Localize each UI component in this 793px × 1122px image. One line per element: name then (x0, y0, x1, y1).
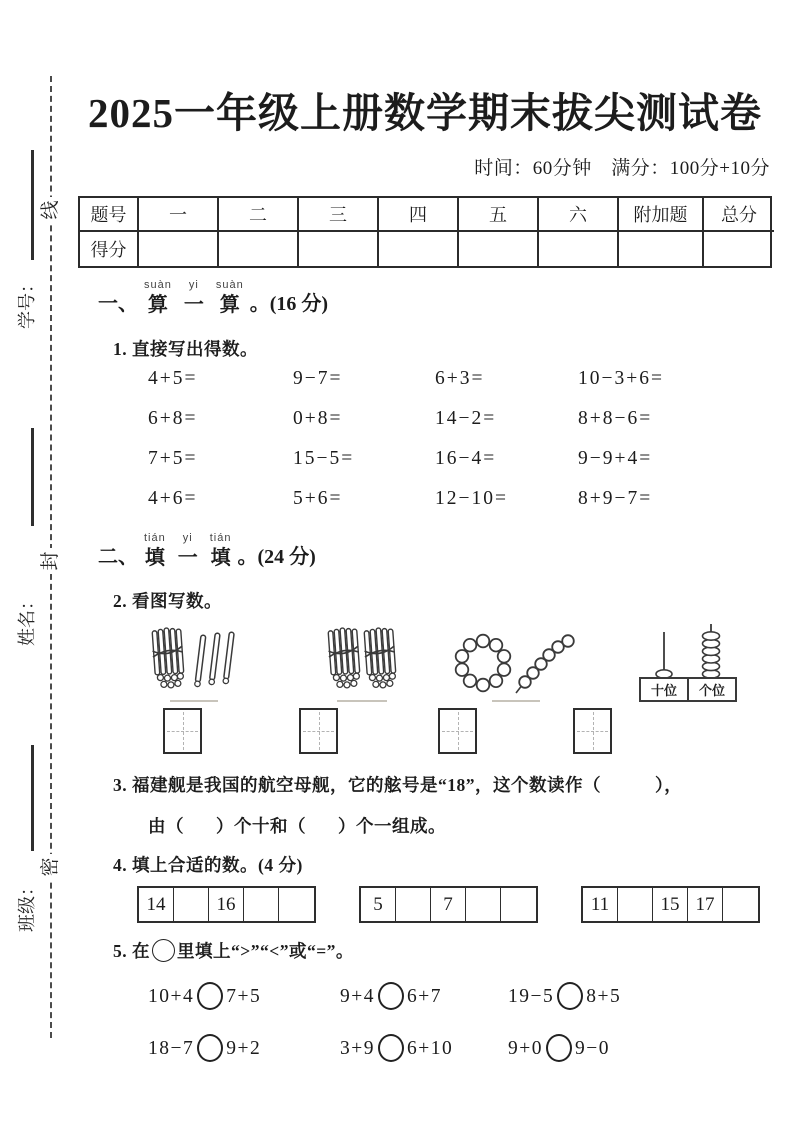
hanzi: 填 (144, 547, 165, 569)
q2-label: 2. 看图写数。 (113, 591, 222, 611)
number-sequence-3 (581, 886, 760, 923)
answer-box-1[interactable] (163, 708, 202, 754)
student-id-label: 学号： (17, 275, 37, 329)
ruby-char-2 (210, 533, 232, 569)
sequence-cell: 17 (688, 888, 723, 921)
q1-label: 1. 直接写出得数。 (113, 339, 258, 359)
section-2-prefix: 二、 (98, 546, 138, 568)
sticks-twenty-illustration (326, 625, 398, 695)
arithmetic-problem-16: 8+9−7= (578, 488, 653, 509)
score-input-cell-1[interactable] (219, 232, 299, 266)
beads-sixteen-illustration (453, 625, 578, 695)
class-label: 班级： (17, 878, 37, 932)
sequence-cell[interactable] (618, 888, 653, 921)
score-input-cell-7[interactable] (704, 232, 774, 266)
picture-sticks-twenty (326, 625, 398, 702)
sequence-cell: 5 (361, 888, 396, 921)
sequence-cell[interactable] (174, 888, 209, 921)
hanzi: 算 (219, 294, 240, 316)
score-table-header-0: 题号 (80, 198, 139, 232)
comparison-problem-1 (148, 982, 340, 1034)
comparison-problem-6 (508, 1034, 772, 1086)
picture-beads-sixteen (453, 625, 578, 702)
score-table (78, 196, 772, 268)
ruby-char-1 (178, 533, 198, 569)
comparison-problem-5 (340, 1034, 508, 1086)
sequence-cell: 7 (431, 888, 466, 921)
comparison-answer-circle[interactable] (197, 1034, 223, 1062)
hanzi: 一 (183, 294, 204, 316)
abacus-ones-label: 个位 (698, 683, 726, 698)
score-input-cell-4[interactable] (459, 232, 539, 266)
score-table-header-5: 五 (459, 198, 539, 232)
comparison-answer-circle[interactable] (197, 982, 223, 1010)
sequence-cell[interactable] (723, 888, 758, 921)
seal-char-feng: 封 (38, 548, 64, 574)
picture-underline (492, 700, 540, 702)
arithmetic-problem-6: 0+8= (293, 408, 343, 429)
comparison-problem-2 (340, 982, 508, 1034)
q3-line1-end: ）， (655, 775, 683, 795)
sequence-cell[interactable] (501, 888, 536, 921)
number-sequence-2 (359, 886, 538, 923)
q5-label-pre: 5. 在 (113, 941, 150, 961)
sequence-cell: 16 (209, 888, 244, 921)
class-write-line[interactable] (31, 745, 34, 851)
arithmetic-problem-1: 4+5= (148, 368, 198, 389)
page-title: 2025一年级上册数学期末拔尖测试卷 (88, 90, 762, 136)
picture-underline (337, 700, 387, 702)
comparison-right: 6+7 (407, 986, 442, 1007)
comparison-left: 10+4 (148, 986, 195, 1007)
comparison-left: 9+0 (508, 1038, 543, 1059)
answer-box-2[interactable] (299, 708, 338, 754)
comparison-left: 9+4 (340, 986, 375, 1007)
comparison-right: 9+2 (226, 1038, 262, 1059)
comparison-problem-3 (508, 982, 772, 1034)
score-table-header-7: 附加题 (619, 198, 704, 232)
sequence-cell[interactable] (279, 888, 314, 921)
score-input-cell-3[interactable] (379, 232, 459, 266)
sticks-thirteen-illustration (150, 625, 238, 695)
arithmetic-problem-7: 14−2= (435, 408, 497, 429)
score-input-cell-0[interactable] (139, 232, 219, 266)
arithmetic-problem-15: 12−10= (435, 488, 508, 509)
q1-problems-grid (78, 368, 772, 528)
hanzi: 一 (177, 547, 198, 569)
section-2-heading (98, 524, 316, 569)
picture-abacus-sixteen (638, 620, 738, 702)
abacus-tens-label: 十位 (650, 683, 678, 698)
score-table-header-3: 三 (299, 198, 379, 232)
arithmetic-problem-8: 8+8−6= (578, 408, 653, 429)
score-table-header-4: 四 (379, 198, 459, 232)
arithmetic-problem-14: 5+6= (293, 488, 343, 509)
name-label: 姓名： (17, 592, 37, 646)
abacus-sixteen-illustration (638, 620, 738, 702)
section-1-suffix: 。(16 分) (249, 293, 329, 315)
seal-char-xian: 线 (38, 197, 64, 223)
comparison-left: 3+9 (340, 1038, 375, 1059)
q5-comparisons-grid (78, 982, 772, 1086)
sequence-cell[interactable] (466, 888, 501, 921)
score-input-cell-2[interactable] (299, 232, 379, 266)
arithmetic-problem-13: 4+6= (148, 488, 198, 509)
seal-char-mi: 密 (38, 854, 64, 880)
pinyin: yi (182, 532, 193, 544)
q5-label (113, 938, 354, 963)
sequence-cell[interactable] (396, 888, 431, 921)
comparison-right: 8+5 (586, 986, 622, 1007)
comparison-answer-circle[interactable] (557, 982, 583, 1010)
ruby-char-0 (144, 533, 166, 569)
comparison-right: 9−0 (575, 1038, 610, 1059)
arithmetic-problem-5: 6+8= (148, 408, 198, 429)
q3-line2-text3: ）个一组成。 (338, 816, 446, 836)
hanzi: 算 (147, 294, 168, 316)
pinyin: suàn (144, 279, 172, 291)
q4-sequences-row (78, 886, 793, 923)
picture-underline (170, 700, 218, 702)
q4-label: 4. 填上合适的数。(4 分) (113, 855, 303, 875)
sequence-cell: 14 (139, 888, 174, 921)
picture-sticks-thirteen (150, 625, 238, 702)
number-sequence-1 (137, 886, 316, 923)
score-input-cell-5[interactable] (539, 232, 619, 266)
sequence-cell: 11 (583, 888, 618, 921)
arithmetic-problem-12: 9−9+4= (578, 448, 653, 469)
pinyin: yi (188, 279, 199, 291)
pinyin: suàn (215, 279, 244, 291)
q3-line2-text2: ）个十和（ (216, 816, 306, 836)
arithmetic-problem-4: 10−3+6= (578, 368, 664, 389)
ruby-char-1 (184, 280, 204, 316)
comparison-right: 7+5 (226, 986, 262, 1007)
comparison-left: 18−7 (148, 1038, 195, 1059)
pinyin: tián (144, 532, 166, 544)
section-1-ruby-chars (138, 271, 250, 316)
section-1-heading (98, 271, 328, 316)
q3-line1-text: 3. 福建舰是我国的航空母舰，它的舷号是“18”，这个数读作（ (113, 775, 601, 795)
q3-line1 (113, 772, 682, 797)
comparison-answer-circle[interactable] (378, 1034, 404, 1062)
student-id-write-line[interactable] (31, 150, 34, 260)
time-score-info: 时间：60分钟 满分：100分+10分 (474, 158, 770, 179)
name-write-line[interactable] (31, 428, 34, 526)
arithmetic-problem-9: 7+5= (148, 448, 198, 469)
q3-line2-text1: 由（ (148, 816, 184, 836)
q5-label-post: 里填上“>”“<”或“=”。 (177, 941, 354, 961)
section-1-prefix: 一、 (98, 293, 138, 315)
comparison-problem-4 (148, 1034, 340, 1086)
score-table-header-1: 一 (139, 198, 219, 232)
comparison-answer-circle[interactable] (378, 982, 404, 1010)
ruby-char-2 (216, 280, 244, 316)
comparison-answer-circle[interactable] (546, 1034, 572, 1062)
section-2-ruby-chars (138, 524, 238, 569)
q2-pictures-row (78, 616, 772, 702)
hanzi: 填 (210, 547, 231, 569)
arithmetic-problem-2: 9−7= (293, 368, 343, 389)
answer-box-4[interactable] (573, 708, 612, 754)
arithmetic-problem-10: 15−5= (293, 448, 355, 469)
comparison-right: 6+10 (407, 1038, 454, 1059)
score-input-cell-6[interactable] (619, 232, 704, 266)
arithmetic-problem-11: 16−4= (435, 448, 497, 469)
pinyin: tián (209, 532, 232, 544)
sequence-cell[interactable] (244, 888, 279, 921)
q3-line2 (148, 813, 446, 838)
score-row-label: 得分 (80, 232, 139, 266)
score-table-header-8: 总分 (704, 198, 774, 232)
ruby-char-0 (144, 280, 172, 316)
score-table-header-2: 二 (219, 198, 299, 232)
section-2-suffix: 。(24 分) (237, 546, 316, 568)
sequence-cell: 15 (653, 888, 688, 921)
answer-box-3[interactable] (438, 708, 477, 754)
arithmetic-problem-3: 6+3= (435, 368, 485, 389)
score-table-header-6: 六 (539, 198, 619, 232)
q2-answer-boxes-row (78, 708, 772, 754)
example-circle (152, 939, 175, 962)
comparison-left: 19−5 (508, 986, 555, 1007)
